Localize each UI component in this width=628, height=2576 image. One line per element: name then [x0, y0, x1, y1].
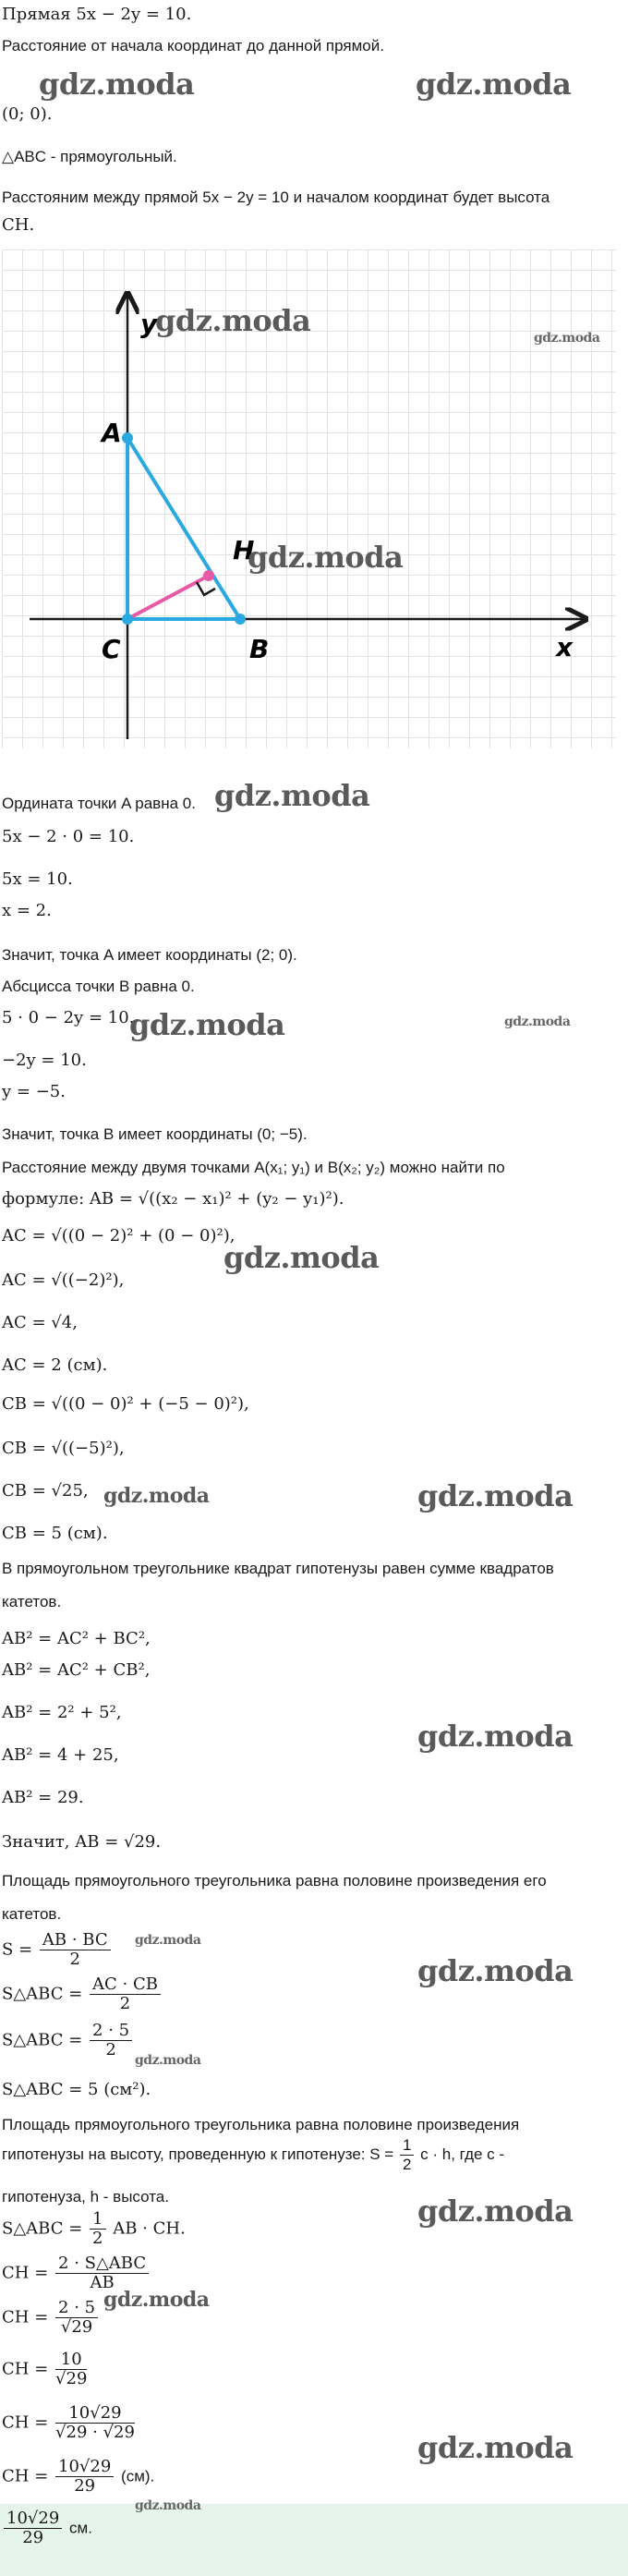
line-fraction: [2, 2458, 154, 2496]
line-text: катетов.: [2, 1593, 62, 1610]
line-text: CH.: [2, 215, 35, 235]
numerator: 10√29: [55, 2404, 135, 2424]
line-fraction: [2, 2022, 134, 2060]
line-equation: AB² = 29.: [2, 1788, 84, 1807]
numerator: 1: [90, 2210, 105, 2230]
numerator: 2 · S△ABC: [55, 2254, 149, 2274]
denominator: 2: [402, 2156, 412, 2173]
watermark: gdz.moda: [135, 2498, 201, 2513]
fraction: [55, 2254, 149, 2292]
numerator: 2 · 5: [90, 2022, 132, 2041]
line-equation: −2y = 10.: [2, 1051, 87, 1070]
label-a: A: [102, 418, 122, 448]
watermark: gdz.moda: [417, 2430, 574, 2465]
line-fraction: [2, 2254, 151, 2292]
watermark: gdz.moda: [135, 2053, 201, 2068]
x-axis-label: x: [556, 632, 574, 662]
fraction: [55, 2458, 114, 2496]
line-fraction: [2, 2210, 186, 2248]
watermark: gdz.moda: [135, 1933, 201, 1948]
numerator: AC · CB: [90, 1975, 161, 1995]
line-equation: AC = √4,: [2, 1313, 78, 1332]
line-equation: AC = √((0 − 2)² + (0 − 0)²),: [2, 1226, 236, 1245]
watermark: gdz.moda: [103, 2288, 210, 2312]
fraction: [55, 2404, 135, 2442]
line-text: Расстояним между прямой 5x − 2y = 10 и началом координат будет высота: [2, 188, 550, 206]
answer-fraction: [4, 2509, 62, 2547]
numerator: AB · BC: [40, 1931, 111, 1950]
line-text: Абсцисса точки B равна 0.: [2, 978, 195, 995]
line-equation: AB² = 2² + 5²,: [2, 1703, 122, 1722]
watermark: gdz.moda: [223, 1240, 380, 1275]
fraction: [90, 2022, 132, 2060]
fraction: [55, 2351, 87, 2388]
line-equation: CB = √((−5)²),: [2, 1439, 125, 1458]
watermark: gdz.moda: [214, 778, 370, 813]
watermark: gdz.moda: [417, 2193, 574, 2229]
lhs: CH =: [2, 2359, 49, 2379]
line-text: Значит, точка B имеет координаты (0; −5).: [2, 1125, 308, 1143]
line-equation: Значит, AB = √29.: [2, 1832, 162, 1852]
line-text: Значит, точка A имеет координаты (2; 0).: [2, 946, 297, 964]
line-fraction: [2, 2351, 89, 2388]
denominator: √29 · √29: [55, 2423, 135, 2442]
y-axis-label: y: [140, 309, 158, 339]
watermark: gdz.moda: [416, 67, 572, 102]
line-fraction: [2, 1975, 163, 2013]
denominator: 2: [69, 1950, 80, 1969]
line-formula: формуле: AB = √((x₂ − x₁)² + (y₂ − y₁)²).: [2, 1189, 344, 1209]
lhs: S△ABC =: [2, 2030, 83, 2050]
line-text: Расстояние от начала координат до данной прямой.: [2, 37, 384, 55]
fraction: [40, 1931, 111, 1969]
line-text: гипотенуза, h - высота.: [2, 2188, 169, 2205]
label-c: C: [102, 634, 121, 664]
line-text: катетов.: [2, 1905, 62, 1923]
denominator: 29: [22, 2528, 44, 2547]
line-equation: CB = √((0 − 0)² + (−5 − 0)²),: [2, 1394, 249, 1414]
denominator: 2: [119, 1994, 131, 2013]
numerator: 1: [400, 2136, 414, 2156]
label-b: B: [249, 634, 270, 664]
height-ch: [127, 576, 209, 619]
line-equation: AC = √((−2)²),: [2, 1270, 125, 1290]
watermark: gdz.moda: [39, 67, 195, 102]
line-fraction: [2, 1931, 113, 1969]
lhs: CH =: [2, 2412, 49, 2433]
watermark: gdz.moda: [129, 1007, 285, 1042]
text: c · h, где c -: [420, 2145, 505, 2163]
denominator: √29: [60, 2317, 93, 2337]
watermark: gdz.moda: [417, 1953, 574, 1988]
line-equation: AC = 2 (см).: [2, 1355, 108, 1375]
line-text: В прямоугольном треугольнике квадрат гипотенузы равен сумме квадратов: [2, 1560, 554, 1577]
point-b: [235, 614, 246, 625]
answer-line: [2, 2509, 92, 2547]
line-equation: AB² = AC² + CB²,: [2, 1660, 151, 1680]
watermark: gdz.moda: [417, 1478, 574, 1513]
lhs: S△ABC =: [2, 2218, 83, 2239]
line-text: △ABC - прямоугольный.: [2, 148, 177, 165]
point-c: [122, 614, 133, 625]
watermark: gdz.moda: [417, 1719, 574, 1754]
watermark: gdz.moda: [155, 303, 311, 338]
denominator: 29: [74, 2476, 96, 2496]
denominator: 2: [105, 2040, 116, 2060]
lhs: CH =: [2, 2263, 49, 2283]
rhs: AB · CH.: [113, 2218, 186, 2239]
line-equation: CB = 5 (см).: [2, 1524, 108, 1543]
line-equation: x = 2.: [2, 901, 52, 920]
rhs: (см).: [121, 2467, 155, 2485]
denominator: AB: [90, 2273, 115, 2292]
line-text: [2, 2136, 504, 2174]
numerator: 10√29: [4, 2509, 62, 2529]
line-text: Расстояние между двумя точками A(x₁; y₁) и B(x₂; y₂) можно найти по: [2, 1159, 505, 1176]
line-origin: (0; 0).: [2, 104, 53, 124]
lhs: CH =: [2, 2466, 49, 2486]
watermark: gdz.moda: [534, 331, 600, 346]
fraction: [90, 2210, 105, 2248]
line-equation: AB² = AC² + BC²,: [2, 1629, 151, 1648]
numerator: 2 · 5: [55, 2299, 98, 2318]
line-text: Площадь прямоугольного треугольника равна половине произведения его: [2, 1872, 547, 1889]
lhs: CH =: [2, 2307, 49, 2327]
line-equation: 5x − 2 · 0 = 10.: [2, 827, 135, 846]
watermark: gdz.moda: [248, 540, 404, 575]
numerator: 10√29: [55, 2458, 114, 2477]
numerator: 10: [55, 2351, 87, 2370]
line-equation: Прямая 5x − 2y = 10.: [2, 5, 192, 24]
fraction: [55, 2299, 98, 2337]
point-a: [122, 432, 133, 444]
fraction: [90, 1975, 161, 2013]
fraction: [400, 2136, 414, 2174]
denominator: 2: [92, 2229, 103, 2248]
line-equation: CB = √25,: [2, 1481, 89, 1501]
watermark: gdz.moda: [504, 1015, 571, 1029]
point-h: [203, 570, 214, 581]
watermark: gdz.moda: [103, 1484, 210, 1508]
line-equation: AB² = 4 + 25,: [2, 1745, 119, 1765]
lhs: S△ABC =: [2, 1984, 83, 2004]
line-fraction: [2, 2299, 100, 2337]
line-equation: S△ABC = 5 (см²).: [2, 2080, 151, 2099]
line-equation: 5x = 10.: [2, 869, 73, 889]
lhs: S =: [2, 1939, 33, 1960]
line-text: Ордината точки A равна 0.: [2, 795, 196, 812]
line-text: Площадь прямоугольного треугольника равна половине произведения: [2, 2116, 520, 2133]
denominator: √29: [55, 2369, 88, 2388]
triangle-abc: [127, 438, 240, 619]
answer-unit: см.: [69, 2519, 92, 2537]
answer-band: [0, 2504, 628, 2576]
line-equation: y = −5.: [2, 1082, 66, 1101]
right-angle-mark: [197, 582, 215, 595]
line-equation: 5 · 0 − 2y = 10.: [2, 1008, 135, 1027]
label-h: H: [233, 535, 255, 565]
text: гипотенузы на высоту, проведенную к гипотенузе: S =: [2, 2145, 394, 2163]
line-fraction: [2, 2404, 137, 2442]
